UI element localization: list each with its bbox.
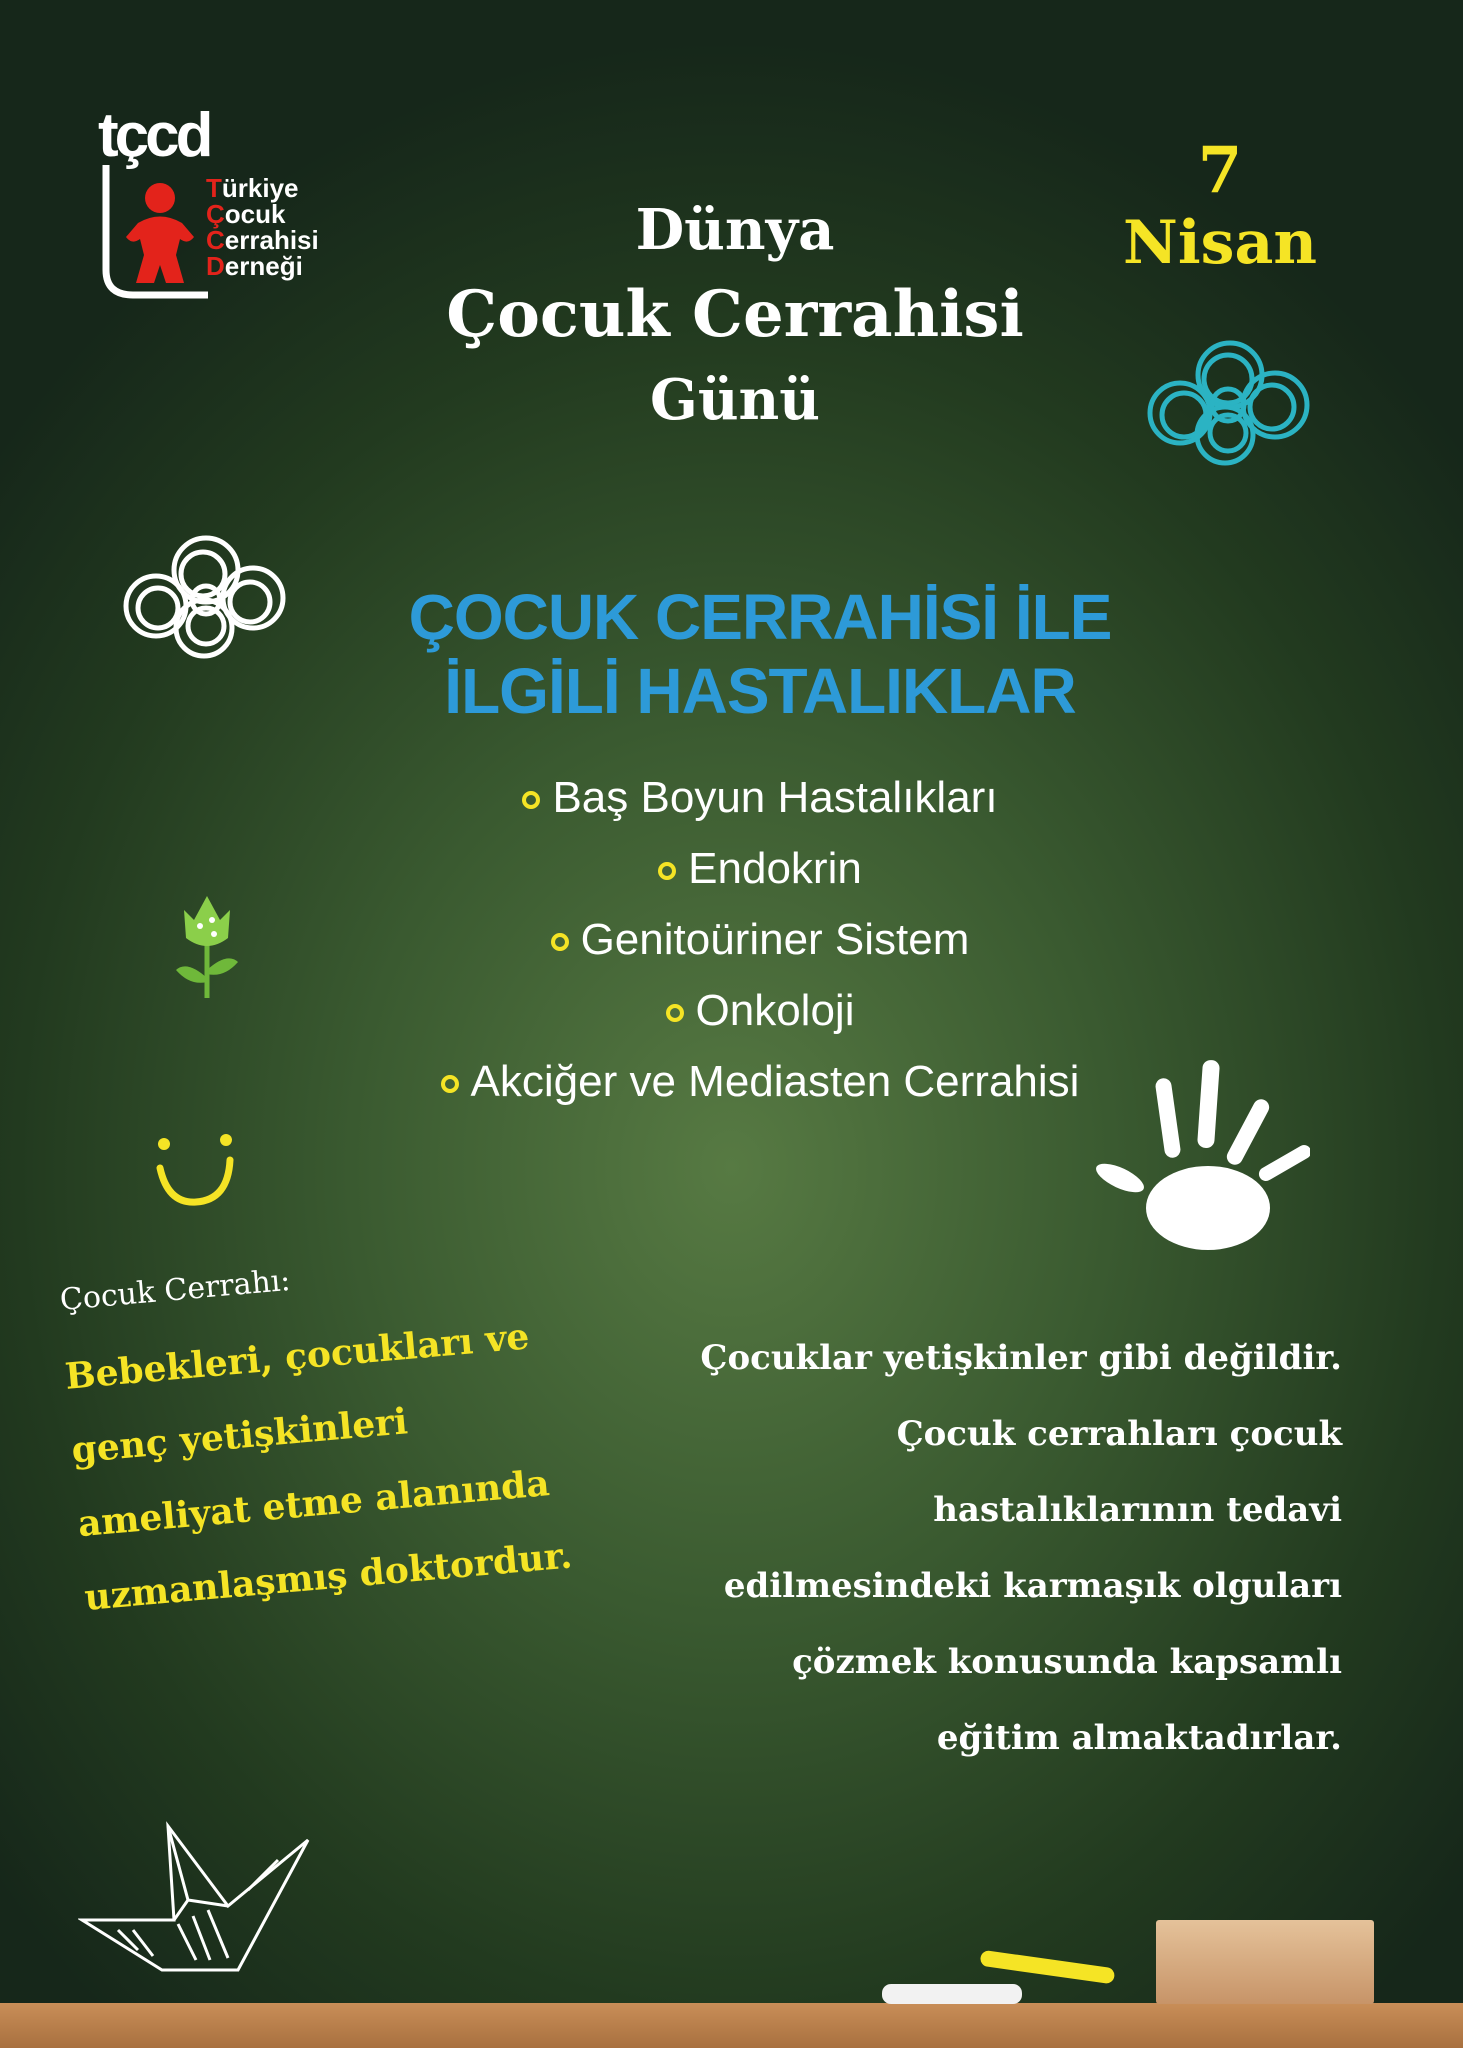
page-title xyxy=(370,190,1100,440)
logo-abbreviation: tçcd xyxy=(98,101,210,170)
definition-line: ameliyat etme alanında xyxy=(76,1462,552,1546)
logo-text xyxy=(206,175,319,279)
children-info-text xyxy=(630,1320,1342,1776)
bullet-icon xyxy=(658,862,676,880)
board-ledge xyxy=(0,2003,1463,2048)
info-line: edilmesindeki karmaşık olguları xyxy=(723,1566,1342,1606)
diseases-heading xyxy=(380,580,1140,728)
definition-line: genç yetişkinleri xyxy=(69,1400,410,1472)
bullet-icon xyxy=(666,1004,684,1022)
heading-line-1: ÇOCUK CERRAHİSİ İLE xyxy=(408,581,1112,653)
list-item: Genitoüriner Sistem xyxy=(380,904,1140,975)
definition-line: uzmanlaşmış doktordur. xyxy=(82,1534,574,1619)
heading-line-2: İLGİLİ HASTALIKLAR xyxy=(444,655,1076,727)
date-month: Nisan xyxy=(1123,208,1317,278)
chalk-icon xyxy=(880,1950,1120,2010)
title-line-3: Günü xyxy=(650,367,820,433)
info-line: Çocuk cerrahları çocuk xyxy=(896,1414,1342,1454)
info-line: hastalıklarının tedavi xyxy=(933,1490,1342,1530)
info-line: eğitim almaktadırlar. xyxy=(936,1718,1342,1758)
logo-line-1: Türkiye xyxy=(206,173,299,203)
handprint-icon xyxy=(1090,1060,1310,1250)
bullet-icon xyxy=(551,933,569,951)
title-line-2: Çocuk Cerrahisi xyxy=(446,277,1024,352)
list-item: Onkoloji xyxy=(380,975,1140,1046)
list-item: Akciğer ve Mediasten Cerrahisi xyxy=(380,1046,1140,1117)
logo-line-4: Derneği xyxy=(206,251,303,281)
list-item: Baş Boyun Hastalıkları xyxy=(380,762,1140,833)
chalk-box-icon xyxy=(1156,1920,1374,2004)
tccd-logo xyxy=(98,101,338,305)
surgeon-definition xyxy=(62,1288,686,1635)
info-line: Çocuklar yetişkinler gibi değildir. xyxy=(700,1338,1342,1378)
teal-flower-icon xyxy=(1140,335,1320,470)
diseases-list xyxy=(380,762,1140,1117)
paper-boat-icon xyxy=(78,1820,318,1980)
title-line-1: Dünya xyxy=(635,197,835,263)
surgeon-label: Çocuk Cerrahı: xyxy=(58,1262,292,1318)
date-day: 7 xyxy=(1197,133,1243,208)
info-line: çözmek konusunda kapsamlı xyxy=(792,1642,1342,1682)
date-label xyxy=(1110,135,1330,279)
smiley-icon xyxy=(150,1132,240,1212)
white-flower-icon xyxy=(118,528,293,668)
logo-line-3: Cerrahisi xyxy=(206,225,319,255)
logo-line-2: Çocuk xyxy=(206,199,286,229)
tulip-icon xyxy=(172,890,242,1000)
bullet-icon xyxy=(441,1075,459,1093)
list-item: Endokrin xyxy=(380,833,1140,904)
definition-line: Bebekleri, çocukları ve xyxy=(63,1315,531,1398)
bullet-icon xyxy=(522,791,540,809)
